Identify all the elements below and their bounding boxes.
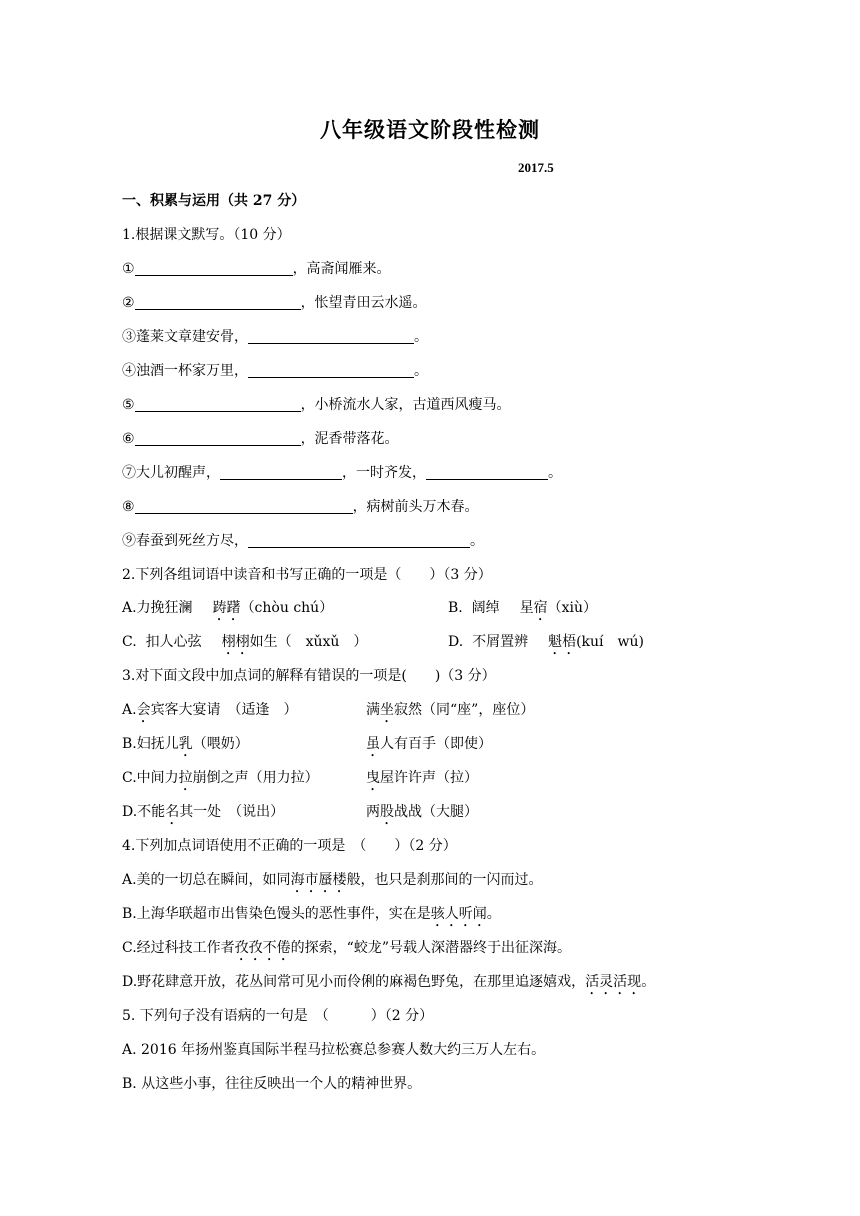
q1-item-8: ⑧ ，病树前头万木春。: [122, 499, 479, 515]
q1-item-2: ② ，怅望青田云水遥。: [122, 295, 427, 311]
q2-option-a: A.力挽狂澜 踌躇（chòu chú）: [122, 600, 334, 616]
q3-option-a-right: 满坐寂然（同“座”，座位）: [366, 702, 535, 718]
q1-item-9: ⑨春蚕到死丝方尽， 。: [122, 533, 484, 549]
q1-item-3: ③蓬莱文章建安骨， 。: [122, 329, 428, 345]
answer-blank[interactable]: [220, 465, 342, 480]
q4-option-d: D.野花肆意开放，花丛间常可见小而伶俐的麻褐色野兔，在那里追逐嬉戏，活灵活现。: [122, 974, 656, 990]
q2-option-c: C. 扣人心弦 栩栩如生（ xǔxǔ ）: [122, 634, 368, 650]
question-3-stem: 3.对下面文段中加点词的解释有错误的一项是( )（3 分）: [122, 668, 496, 684]
q2-option-b: B. 阔绰 星宿（xiù）: [448, 600, 598, 616]
answer-blank[interactable]: [135, 499, 353, 514]
answer-blank[interactable]: [426, 465, 548, 480]
q2-option-d: D. 不屑置辨 魁梧(kuí wú): [448, 634, 644, 650]
answer-blank[interactable]: [135, 261, 293, 276]
q3-option-c-right: 曳屋许许声（拉）: [366, 770, 478, 786]
question-2-stem: 2.下列各组词语中读音和书写正确的一项是（ ）（3 分）: [122, 567, 492, 583]
answer-blank[interactable]: [248, 329, 414, 344]
answer-blank[interactable]: [135, 295, 301, 310]
document-date: 2017.5: [518, 160, 554, 175]
q3-option-a-left: A.会宾客大宴请 （适逢 ）: [122, 702, 298, 718]
answer-blank[interactable]: [248, 363, 414, 378]
q4-option-a: A.美的一切总在瞬间，如同海市蜃楼般，也只是刹那间的一闪而过。: [122, 872, 543, 888]
q1-item-7: ⑦大儿初醒声， ，一时齐发， 。: [122, 465, 562, 481]
q4-option-b: B.上海华联超市出售染色馒头的恶性事件，实在是骇人听闻。: [122, 906, 501, 922]
q3-option-c-left: C.中间力拉崩倒之声（用力拉）: [122, 770, 319, 786]
q3-option-d-left: D.不能名其一处 （说出）: [122, 804, 285, 820]
question-4-stem: 4.下列加点词语使用不正确的一项是 （ ）（2 分）: [122, 838, 457, 854]
question-1-stem: 1.根据课文默写。（10 分）: [122, 227, 291, 243]
q5-option-b: B. 从这些小事，往往反映出一个人的精神世界。: [122, 1076, 422, 1092]
q4-option-c: C.经过科技工作者孜孜不倦的探索，“蛟龙”号载人深潜器终于出征深海。: [122, 940, 571, 956]
q1-item-1: ① ，高斋闻雁来。: [122, 261, 391, 277]
q5-option-a: A. 2016 年扬州鉴真国际半程马拉松赛总参赛人数大约三万人左右。: [122, 1042, 546, 1058]
q3-option-b-left: B.妇抚儿乳（喂奶）: [122, 736, 249, 752]
section-heading: 一、积累与运用（共 27 分）: [122, 193, 306, 209]
question-5-stem: 5. 下列句子没有语病的一句是 （ ）（2 分）: [122, 1008, 434, 1024]
q1-item-4: ④浊酒一杯家万里， 。: [122, 363, 428, 379]
q1-item-6: ⑥ ，泥香带落花。: [122, 431, 399, 447]
answer-blank[interactable]: [135, 397, 301, 412]
q3-option-b-right: 虽人有百手（即使）: [366, 736, 492, 752]
answer-blank[interactable]: [135, 431, 301, 446]
document-title: 八年级语文阶段性检测: [320, 117, 540, 142]
q1-item-5: ⑤ ，小桥流水人家，古道西风瘦马。: [122, 397, 511, 413]
q3-option-d-right: 两股战战（大腿）: [366, 804, 478, 820]
answer-blank[interactable]: [248, 533, 470, 548]
